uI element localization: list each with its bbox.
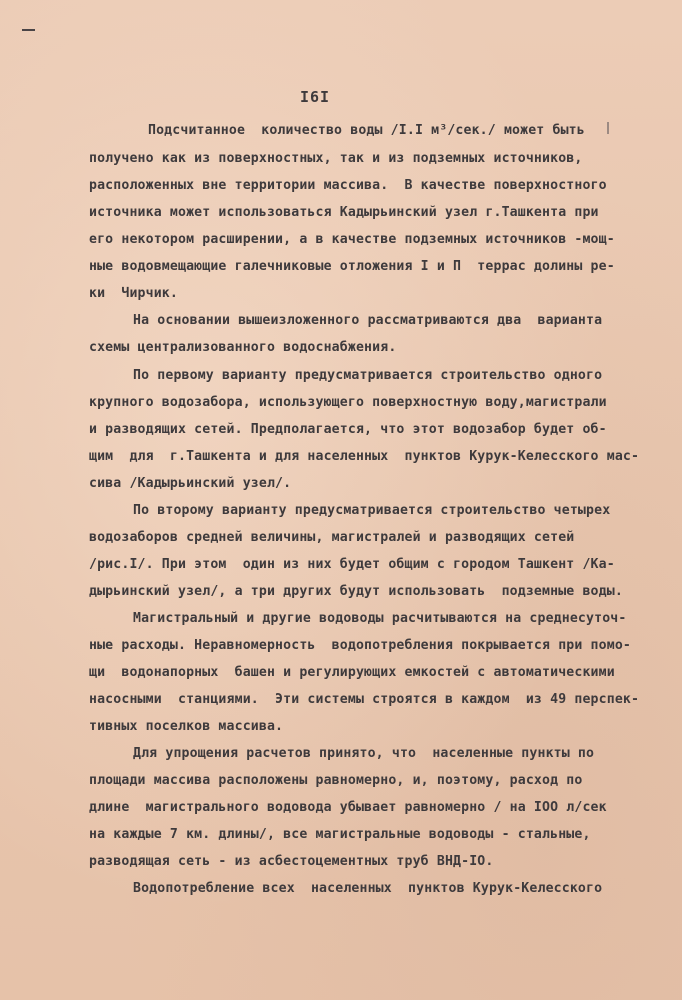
text-line: ные водовмещающие галечниковые отложения I и П террас долины ре- [89,259,615,274]
text-line: разводящая сеть - из асбестоцементных труб ВНД-IO. [89,854,494,869]
text-line: расположенных вне территории массива. В качестве поверхностного [89,178,607,193]
text-line: щим для г.Ташкента и для населенных пунктов Курук-Келесского мас- [89,449,640,464]
text-line: источника может использоваться Кадырьинский узел г.Ташкента при [89,205,599,220]
text-line: По второму варианту предусматривается строительство четырех [133,503,611,518]
corner-mark [22,29,35,31]
text-line: По первому варианту предусматривается строительство одного [133,368,603,383]
text-line: Водопотребление всех населенных пунктов Курук-Келесского [133,881,603,896]
text-line: схемы централизованного водоснабжения. [89,340,397,355]
text-line: Для упрощения расчетов принято, что населенные пункты по [133,746,595,761]
text-line: ки Чирчик. [89,286,178,301]
text-line: длине магистрального водовода убывает равномерно / на IOO л/сек [89,800,607,815]
page-number: I6I [300,88,331,106]
text-line: площади массива расположены равномерно, и, поэтому, расход по [89,773,583,788]
text-line: дырьинский узел/, а три других будут использовать подземные воды. [89,584,623,599]
text-line: водозаборов средней величины, магистралей и разводящих сетей [89,530,575,545]
text-line: тивных поселков массива. [89,719,284,734]
text-line: сива /Кадырьинский узел/. [89,476,292,491]
margin-tick-mark [607,122,609,134]
text-line: и разводящих сетей. Предполагается, что этот водозабор будет об- [89,422,607,437]
text-line: на каждые 7 км. длины/, все магистральные водоводы - стальные, [89,827,591,842]
text-line: получено как из поверхностных, так и из подземных источников, [89,151,583,166]
text-line: насосными станциями. Эти системы строятся в каждом из 49 перспек- [89,692,640,707]
text-line: Магистральный и другие водоводы расчитываются на среднесуточ- [133,611,627,626]
text-line: его некотором расширении, а в качестве подземных источников -мощ- [89,232,615,247]
text-line: ные расходы. Неравномерность водопотребления покрывается при помо- [89,638,631,653]
text-line: Подсчитанное количество воды /I.I м³/сек./ может быть [148,123,585,138]
text-line: /рис.I/. При этом один из них будет общим с городом Ташкент /Ка- [89,557,615,572]
text-line: крупного водозабора, использующего поверхностную воду,магистрали [89,395,607,410]
text-line: На основании вышеизложенного рассматриваются два варианта [133,313,603,328]
text-line: щи водонапорных башен и регулирующих емкостей с автоматическими [89,665,615,680]
